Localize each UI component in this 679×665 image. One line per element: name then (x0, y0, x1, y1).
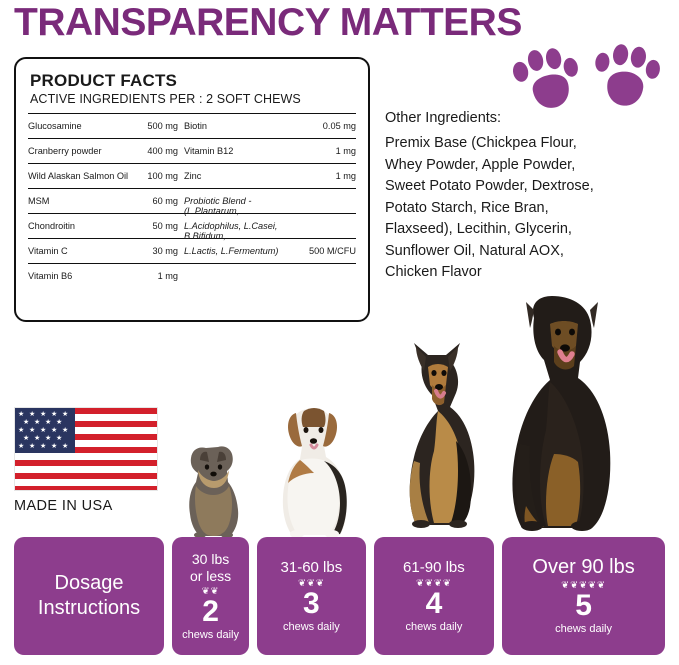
german-shepherd-photo (386, 341, 496, 536)
other-ingredients-heading: Other Ingredients: (385, 110, 502, 126)
ingredient-amount-2: 0.05 mg (322, 121, 356, 131)
dosage-count: 2 (202, 594, 219, 628)
rottweiler-photo (486, 294, 626, 537)
dosage-count: 5 (575, 589, 592, 622)
ingredient-name: Chondroitin (28, 221, 75, 231)
paw-count-icon: ❦❦ (201, 585, 220, 597)
product-facts-panel (14, 57, 370, 322)
page-title: TRANSPARENCY MATTERS (14, 1, 522, 44)
ingredient-amount: 400 mg (147, 146, 178, 156)
dosage-card-31-60lbs (257, 537, 366, 655)
table-row (28, 189, 356, 214)
dosage-card-over-90lbs (502, 537, 665, 655)
ingredient-amount-2: 1 mg (335, 171, 356, 181)
ingredient-name: Cranberry powder (28, 146, 102, 156)
other-ingredients-body: Premix Base (Chickpea Flour, Whey Powder, Apple Powder, Sweet Potato Powder, Dextrose, Potato Starch, Rice Bran, Flaxseed), Lecithin, Glycerin, Sunflower Oil, Natural AOX, Chicken Flavor (385, 135, 594, 280)
made-in-usa-label: MADE IN USA (14, 498, 113, 514)
dosage-heading-card (14, 537, 164, 655)
paw-count-icon: ❦❦❦❦ (415, 577, 452, 589)
ingredient-name-2: L.Acidophilus, L.Casei, B.Bifidum, (184, 221, 278, 241)
paw-count-icon: ❦❦❦ (297, 577, 325, 589)
dosage-weight-line1: 30 lbs (191, 550, 230, 567)
dosage-instructions-bar (14, 537, 665, 655)
table-row (28, 139, 356, 164)
dosage-count: 3 (303, 586, 320, 620)
dosage-footer: chews daily (555, 623, 612, 635)
ingredient-name-2: Probiotic Blend - (L.Plantarum, (184, 196, 252, 216)
paw-count-icon: ❦❦❦❦❦ (561, 580, 606, 591)
dosage-footer: chews daily (282, 620, 340, 633)
ingredient-name: Glucosamine (28, 121, 82, 131)
ingredient-name-2: Vitamin B12 (184, 146, 234, 156)
ingredient-amount: 50 mg (152, 221, 178, 231)
ingredient-amount-2: 500 M/CFU (309, 246, 356, 256)
yorkshire-terrier-photo (176, 440, 254, 545)
ingredient-name-2: Biotin (184, 121, 207, 131)
table-row (28, 214, 356, 239)
flag-canton: ★ ★ ★ ★ ★ ★ ★ ★ ★ ★ ★ ★ ★ ★ ★ ★ ★ ★ ★ ★ ★ ★ ★ (15, 408, 75, 453)
dosage-weight-line2: or less (189, 567, 232, 584)
dosage-footer: chews daily (182, 628, 239, 641)
table-row (28, 114, 356, 139)
paw-prints-icon (508, 44, 668, 124)
dosage-count: 4 (425, 586, 443, 620)
ingredient-name-2: Zinc (184, 171, 202, 181)
table-row (28, 264, 356, 289)
table-row (28, 239, 356, 264)
dosage-heading-line2: Instructions (37, 597, 141, 619)
usa-flag-icon (14, 407, 158, 491)
ingredient-amount: 60 mg (152, 196, 178, 206)
product-facts-title: PRODUCT FACTS (30, 71, 178, 90)
ingredient-name: Vitamin B6 (28, 271, 73, 281)
dosage-footer: chews daily (405, 620, 463, 633)
beagle-photo (266, 403, 362, 545)
ingredient-name: Wild Alaskan Salmon Oil (28, 171, 129, 181)
dosage-heading-line1: Dosage (54, 572, 124, 594)
ingredient-amount: 100 mg (147, 171, 178, 181)
ingredient-amount: 30 mg (152, 246, 178, 256)
dosage-card-30lbs (172, 537, 249, 655)
dosage-weight-line1: 31-60 lbs (280, 558, 343, 576)
ingredients-table (28, 113, 356, 289)
dosage-weight-line1: Over 90 lbs (532, 556, 635, 578)
table-row (28, 164, 356, 189)
product-facts-subtitle: ACTIVE INGREDIENTS PER : 2 SOFT CHEWS (30, 92, 301, 106)
ingredient-amount-2: 1 mg (335, 146, 356, 156)
made-in-usa-block (14, 407, 174, 514)
ingredient-name: MSM (28, 196, 50, 206)
dosage-card-61-90lbs (374, 537, 494, 655)
ingredient-name: Vitamin C (28, 246, 68, 256)
ingredient-name-2: L.Lactis, L.Fermentum) (184, 246, 279, 256)
dosage-weight-line1: 61-90 lbs (403, 558, 465, 576)
ingredient-amount: 500 mg (147, 121, 178, 131)
ingredient-amount: 1 mg (157, 271, 178, 281)
